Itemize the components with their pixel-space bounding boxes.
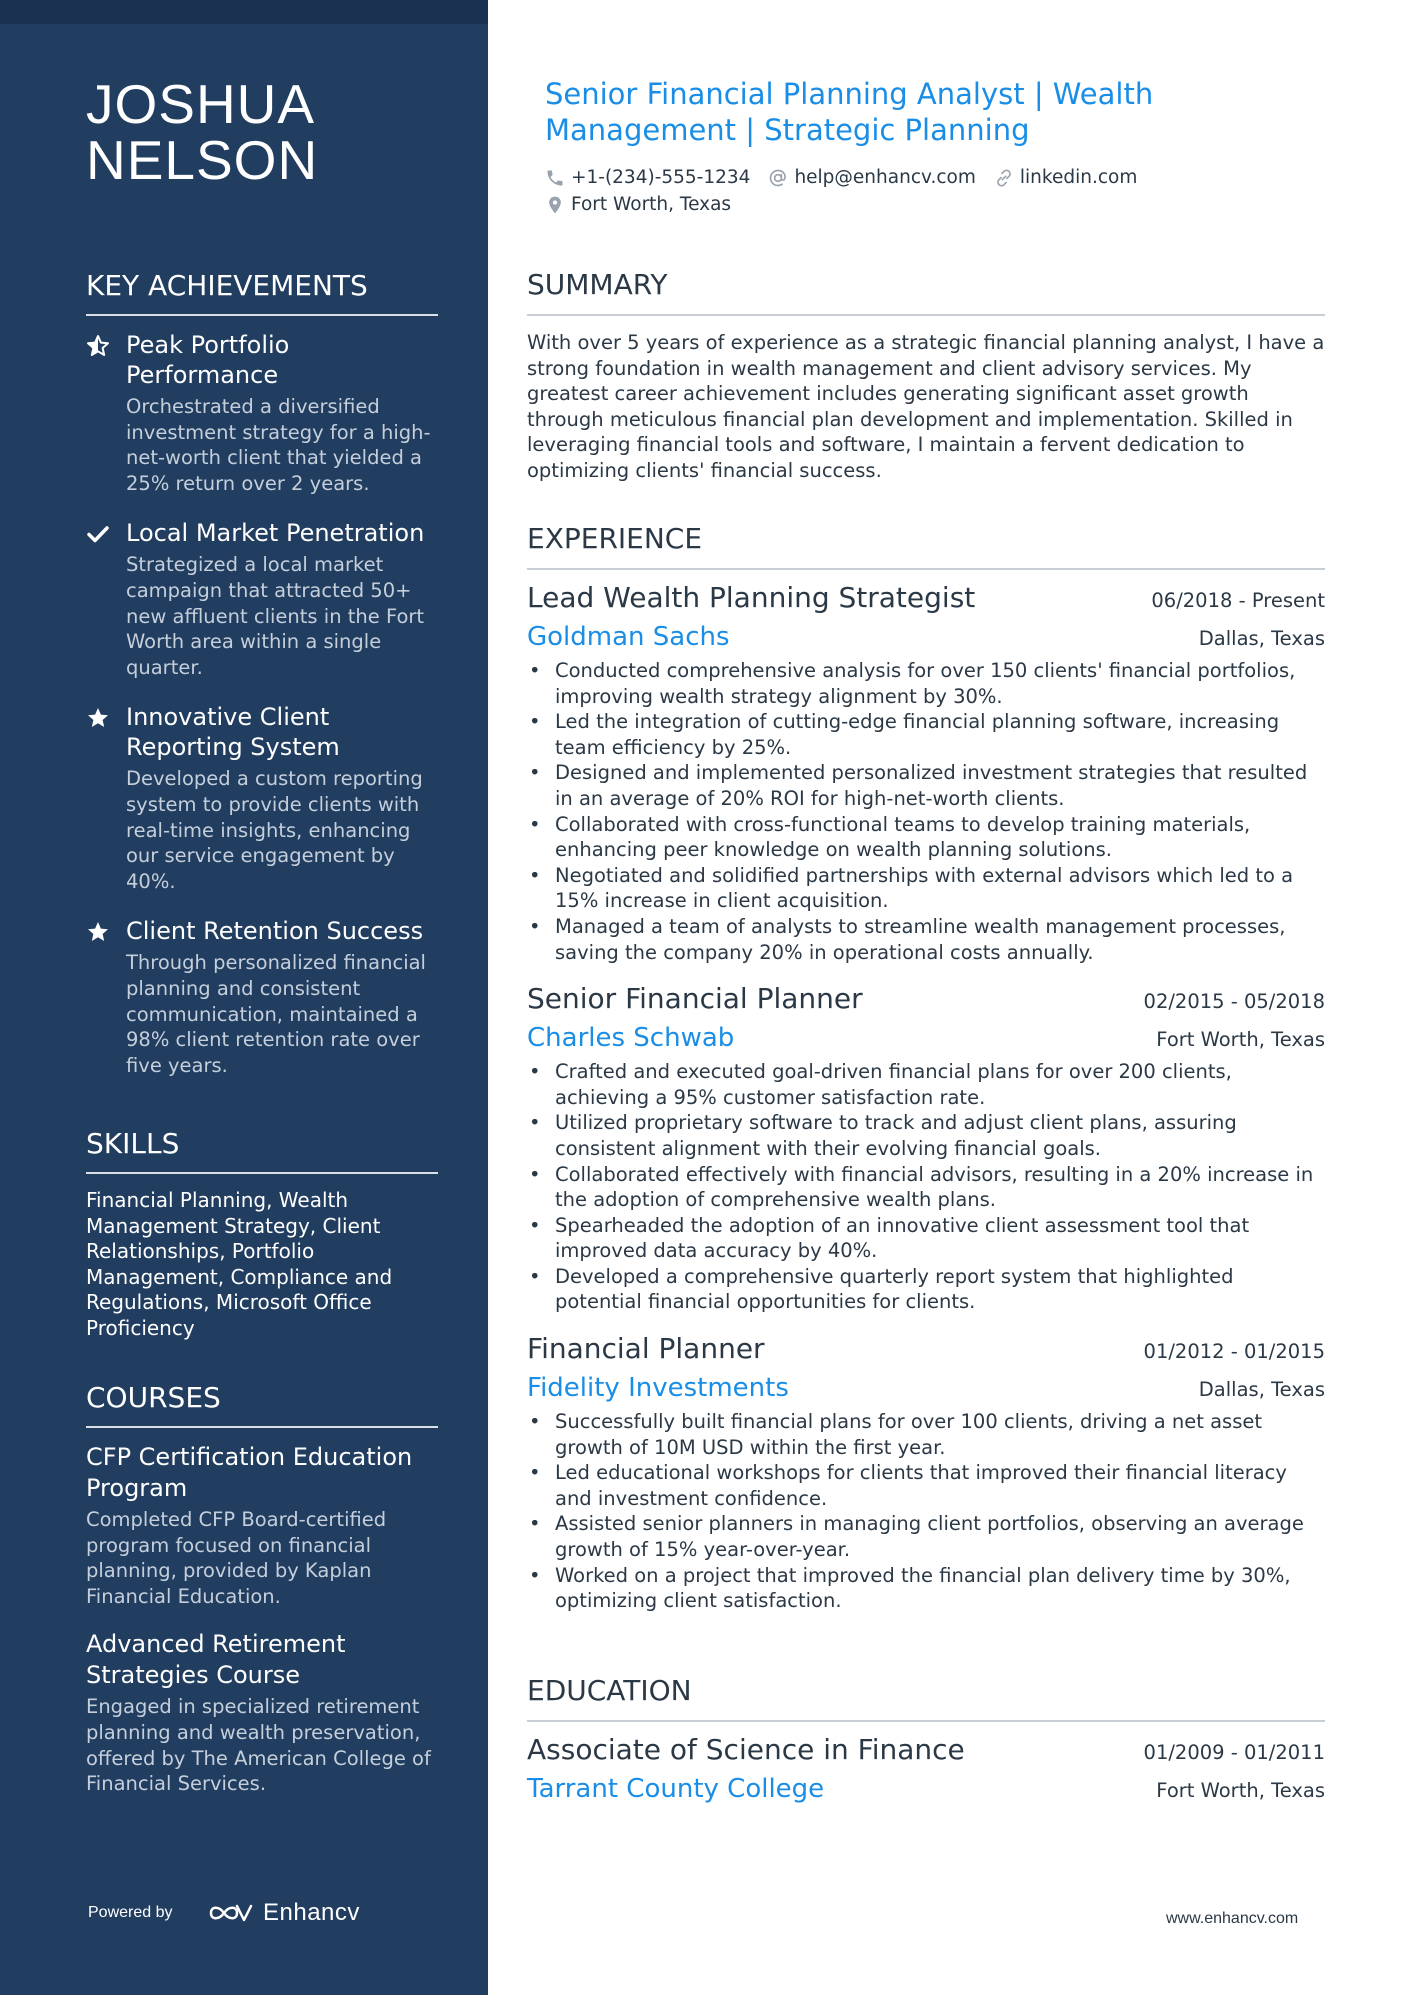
education-heading: EDUCATION: [527, 1674, 1325, 1722]
contact-row: [545, 191, 1305, 218]
achievement-title: Client Retention Success: [126, 917, 424, 946]
job-company: Fidelity Investments: [527, 1373, 789, 1404]
job-bullet: • Conducted comprehensive analysis for over 150 clients' financial portfolios, improving wealth strategy alignment by 30%.: [527, 658, 1325, 709]
summary-heading: SUMMARY: [527, 268, 1325, 316]
course-item: [86, 1442, 438, 1609]
school-location: Fort Worth, Texas: [1156, 1779, 1325, 1802]
job-bullet: • Managed a team of analysts to streamline wealth management processes, saving the company 20% in operational costs annually.: [527, 914, 1325, 965]
job-bullet: • Successfully built financial plans for over 100 clients, driving a net asset growth of 10M USD within the first year.: [527, 1409, 1325, 1460]
job-bullets: [527, 658, 1325, 965]
achievements-heading: KEY ACHIEVEMENTS: [86, 268, 438, 316]
experience-heading: EXPERIENCE: [527, 522, 1325, 570]
star-icon: [86, 920, 110, 944]
location-pin-icon: [545, 195, 565, 215]
education-section: [527, 1674, 1325, 1822]
footer-url[interactable]: www.enhancv.com: [1166, 1910, 1299, 1927]
headline: Senior Financial Planning Analyst | Wealth Management | Strategic Planning: [545, 77, 1154, 147]
phone-contact[interactable]: [545, 167, 750, 188]
job-bullet: • Worked on a project that improved the financial plan delivery time by 30%, optimizing client satisfaction.: [527, 1563, 1325, 1614]
linkedin-contact[interactable]: [994, 167, 1137, 188]
summary-text: With over 5 years of experience as a strategic financial planning analyst, I have a strong foundation in wealth management and client advisory services. My greatest career achievement includes generating significant asset growth through meticulous financial plan development and implementation. Skilled in leveraging financial tools and software, I maintain a fervent dedication to optimizing clients' financial success.: [527, 331, 1325, 482]
star-icon: [86, 706, 110, 730]
half-star-icon: [86, 334, 110, 358]
enhancv-logo[interactable]: [207, 1898, 360, 1928]
skills-heading: SKILLS: [86, 1126, 438, 1174]
job-location: Dallas, Texas: [1198, 627, 1325, 650]
job-bullet: • Utilized proprietary software to track and adjust client plans, assuring consistent alignment with their evolving financial goals.: [527, 1110, 1325, 1161]
phone-text: +1-(234)-555-1234: [571, 167, 751, 188]
email-text: help@enhancv.com: [794, 167, 976, 188]
link-icon: [994, 168, 1014, 188]
achievement-title: Innovative Client Reporting System: [126, 703, 340, 762]
checkmark-icon: [86, 522, 110, 546]
enhancv-brand: Enhancv: [263, 1899, 360, 1926]
enhancv-logo-icon: [207, 1900, 255, 1926]
job-bullet: • Spearheaded the adoption of an innovative client assessment tool that improved data accuracy by 40%.: [527, 1213, 1325, 1264]
job-header: [527, 1331, 1325, 1367]
achievement-description: Developed a custom reporting system to provide clients with real-time insights, enhancing our service engagement by 40%.: [126, 767, 423, 893]
contact-info: [545, 164, 1305, 218]
sidebar: [0, 0, 488, 1995]
course-description: Completed CFP Board-certified program focused on financial planning, provided by Kaplan Financial Education.: [86, 1508, 387, 1608]
job-bullet: • Collaborated effectively with financial advisors, resulting in a 20% increase in the adoption of comprehensive wealth plans.: [527, 1162, 1325, 1213]
linkedin-text: linkedin.com: [1019, 167, 1138, 188]
job-entry: [527, 1331, 1325, 1614]
school-name: Tarrant County College: [527, 1774, 825, 1804]
job-header: [527, 981, 1325, 1017]
sidebar-top-bar: [0, 0, 488, 24]
achievement-item: [86, 518, 438, 680]
job-dates: 02/2015 - 05/2018: [1143, 990, 1325, 1014]
job-company: Goldman Sachs: [527, 622, 730, 652]
course-title: Advanced Retirement Strategies Course: [86, 1630, 346, 1690]
job-bullet: • Crafted and executed goal-driven financial plans for over 200 clients, achieving a 95% customer satisfaction rate.: [527, 1059, 1325, 1110]
job-bullet: • Developed a comprehensive quarterly report system that highlighted potential financial opportunities for clients.: [527, 1264, 1325, 1315]
job-bullet: • Negotiated and solidified partnerships with external advisors which led to a 15% increase in client acquisition.: [527, 863, 1325, 914]
job-title: Senior Financial Planner: [527, 982, 863, 1016]
location-contact: [545, 194, 731, 215]
job-bullet: • Collaborated with cross-functional teams to develop training materials, enhancing peer knowledge on wealth planning solutions.: [527, 812, 1325, 863]
job-location: Dallas, Texas: [1198, 1378, 1325, 1402]
candidate-name: [86, 73, 446, 191]
job-title: Lead Wealth Planning Strategist: [527, 581, 976, 614]
job-subheader: [527, 620, 1325, 654]
job-bullet: • Designed and implemented personalized investment strategies that resulted in an average of 20% ROI for high-net-worth clients.: [527, 760, 1325, 811]
achievement-description: Strategized a local market campaign that attracted 50+ new affluent clients in the Fort Worth area within a single quarter.: [126, 553, 425, 679]
job-subheader: [527, 1371, 1325, 1405]
education-subheader: [527, 1772, 1325, 1806]
achievement-item: [86, 330, 438, 496]
education-entry: [527, 1732, 1325, 1806]
achievement-item: [86, 702, 438, 894]
skills-list: Financial Planning, Wealth Management Strategy, Client Relationships, Portfolio Management, Compliance and Regulations, Microsoft Office Proficiency: [86, 1188, 393, 1340]
job-entry: [527, 981, 1325, 1315]
job-entry: [527, 580, 1325, 965]
achievement-title: Local Market Penetration: [126, 519, 425, 548]
job-bullets: [527, 1409, 1325, 1614]
achievement-description: Orchestrated a diversified investment strategy for a high-net-worth client that yielded a 25% return over 2 years.: [126, 395, 431, 495]
job-dates: 01/2012 - 01/2015: [1143, 1340, 1325, 1364]
courses-heading: COURSES: [86, 1380, 438, 1428]
courses-section: [86, 1380, 438, 1817]
course-title: CFP Certification Education Program: [86, 1443, 413, 1502]
education-dates: 01/2009 - 01/2011: [1143, 1741, 1325, 1764]
skills-section: [86, 1126, 438, 1342]
job-bullet: • Led educational workshops for clients that improved their financial literacy and investment confidence.: [527, 1460, 1325, 1511]
contact-row: [545, 164, 1305, 191]
job-header: [527, 580, 1325, 616]
course-description: Engaged in specialized retirement planning and wealth preservation, offered by The American College of Financial Services.: [86, 1695, 431, 1796]
email-contact[interactable]: [768, 167, 975, 188]
job-bullet: • Led the integration of cutting-edge financial planning software, increasing team efficiency by 25%.: [527, 709, 1325, 760]
experience-section: [527, 522, 1325, 1630]
achievements-section: [86, 268, 438, 1100]
job-bullets: [527, 1059, 1325, 1315]
job-bullet: • Assisted senior planners in managing client portfolios, observing an average growth of 15% year-over-year.: [527, 1511, 1325, 1562]
job-location: Fort Worth, Texas: [1156, 1028, 1325, 1052]
degree-title: Associate of Science in Finance: [527, 1733, 965, 1766]
job-company: Charles Schwab: [527, 1023, 735, 1054]
achievement-description: Through personalized financial planning and consistent communication, maintained a 98% client retention rate over five years.: [126, 951, 426, 1077]
name-last: NELSON: [86, 129, 319, 191]
at-icon: [768, 168, 788, 188]
course-item: [86, 1629, 438, 1796]
phone-icon: [545, 168, 565, 188]
summary-section: [527, 268, 1325, 484]
education-header: [527, 1732, 1325, 1768]
achievement-title: Peak Portfolio Performance: [126, 331, 290, 389]
job-dates: 06/2018 - Present: [1151, 589, 1325, 612]
location-text: Fort Worth, Texas: [571, 194, 732, 215]
name-first: JOSHUA: [86, 73, 316, 135]
achievement-item: [86, 916, 438, 1078]
powered-by-label: Powered by: [88, 1904, 173, 1921]
job-subheader: [527, 1021, 1325, 1055]
job-title: Financial Planner: [527, 1332, 765, 1366]
